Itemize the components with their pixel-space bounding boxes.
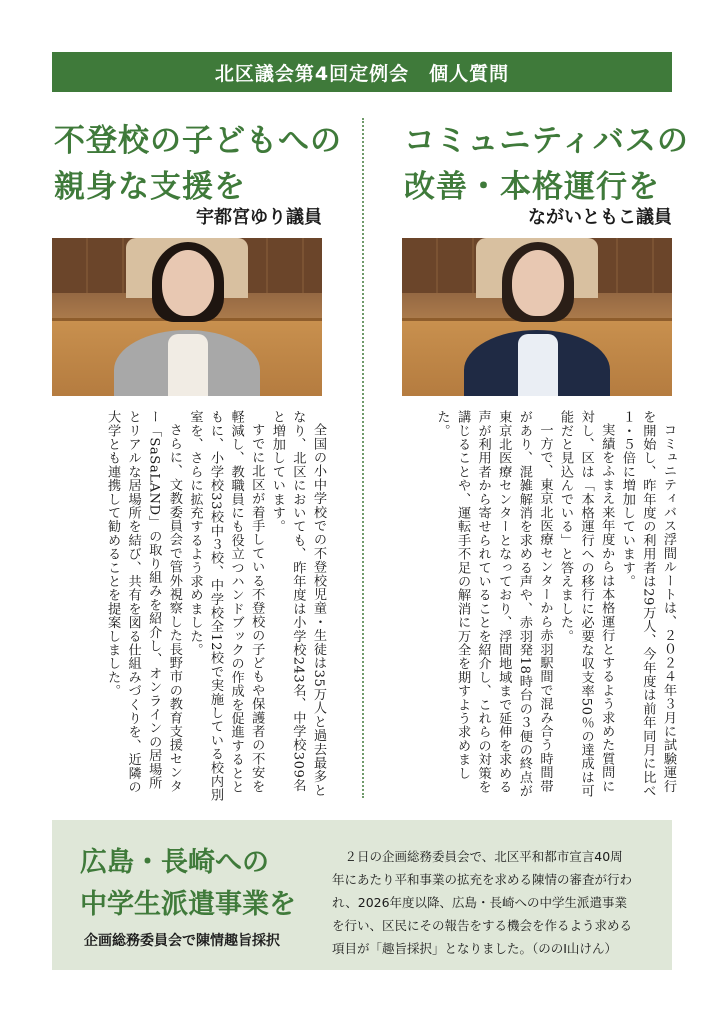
bottom-headline-line1: 広島・長崎への: [80, 847, 269, 878]
left-article-body: [58, 410, 328, 802]
left-headline-line1: 不登校の子どもへの: [54, 123, 342, 159]
column-divider: [362, 118, 364, 798]
right-article-body: [408, 410, 678, 802]
left-portrait-photo: [52, 238, 322, 396]
page-header-bar: [52, 52, 672, 92]
left-headline: [54, 118, 342, 210]
right-headline-line1: コミュニティバスの: [404, 123, 689, 159]
right-paragraph: コミュニティバス浮間ルートは、２０２４年３月に試験運行を開始し、昨年度の利用者は29万人、今年度は前年同月に比べ１・５倍に増加しています。: [619, 410, 676, 798]
bottom-subheading: 企画総務委員会で陳情趣旨採択: [84, 933, 280, 949]
right-paragraph: 一方で、東京北医療センターから赤羽駅間で混み合う時間帯があり、混雑解消を求める声や、赤羽発18時台の３便の終点が東京北医療センターとなっており、浮間地域まで延伸を求める声が利用者から寄せられていることを紹介し、これらの対策を講じることや、運転手不足の解消に万全を期すよう求めました。: [434, 410, 553, 798]
bottom-body-text: ２日の企画総務委員会で、北区平和都市宣言40周年にあたり平和事業の拡充を求める陳情の審査が行われ、2026年度以降、広島・長崎への中学生派遣事業を行い、区民にその報告をする機会を作るよう求める項目が「趣旨採択」となりました。（ののⅠ山けん）: [332, 849, 633, 956]
right-headline-line2: 改善・本格運行を: [404, 169, 660, 205]
left-paragraph: さらに、文教委員会で管外視察した長野市の教育支援センター「SaSaLAND」の取り組みを紹介し、オンラインの居場所とリアルな居場所を結び、共有を図る仕組みづくりを、近隣の大学とも連携して勧めることを提案しました。: [105, 410, 182, 794]
left-headline-line2: 親身な支援を: [54, 169, 246, 205]
right-portrait-photo: [402, 238, 672, 396]
right-paragraph: 実績をふまえ来年度からは本格運行とするよう求めた質問に対し、区は「本格運行への移行に必要な収支率50％の達成は可能だと見込んでいる」と答えました。: [558, 410, 615, 798]
right-headline: [404, 118, 689, 210]
right-councilor-name: ながいともこ議員: [528, 207, 672, 228]
bottom-headline: [80, 842, 296, 926]
left-paragraph: 全国の小中学校での不登校児童・生徒は35万人と過去最多となり、北区においても、昨年度は小学校243名、中学校309名と増加しています。: [269, 410, 326, 798]
left-councilor-name: 宇都宮ゆり議員: [196, 207, 322, 228]
bottom-headline-line2: 中学生派遣事業を: [80, 889, 296, 920]
page-header-title: 北区議会第4回定例会 個人質問: [214, 62, 510, 85]
left-paragraph: すでに北区が着手している不登校の子どもや保護者の不安を軽減し、教職員にも役立つハンドブックの作成を促進するとともに、小学校33校中３校、中学校全12校で実施している校内別室を、さらに拡充するよう求めました。: [187, 410, 265, 802]
